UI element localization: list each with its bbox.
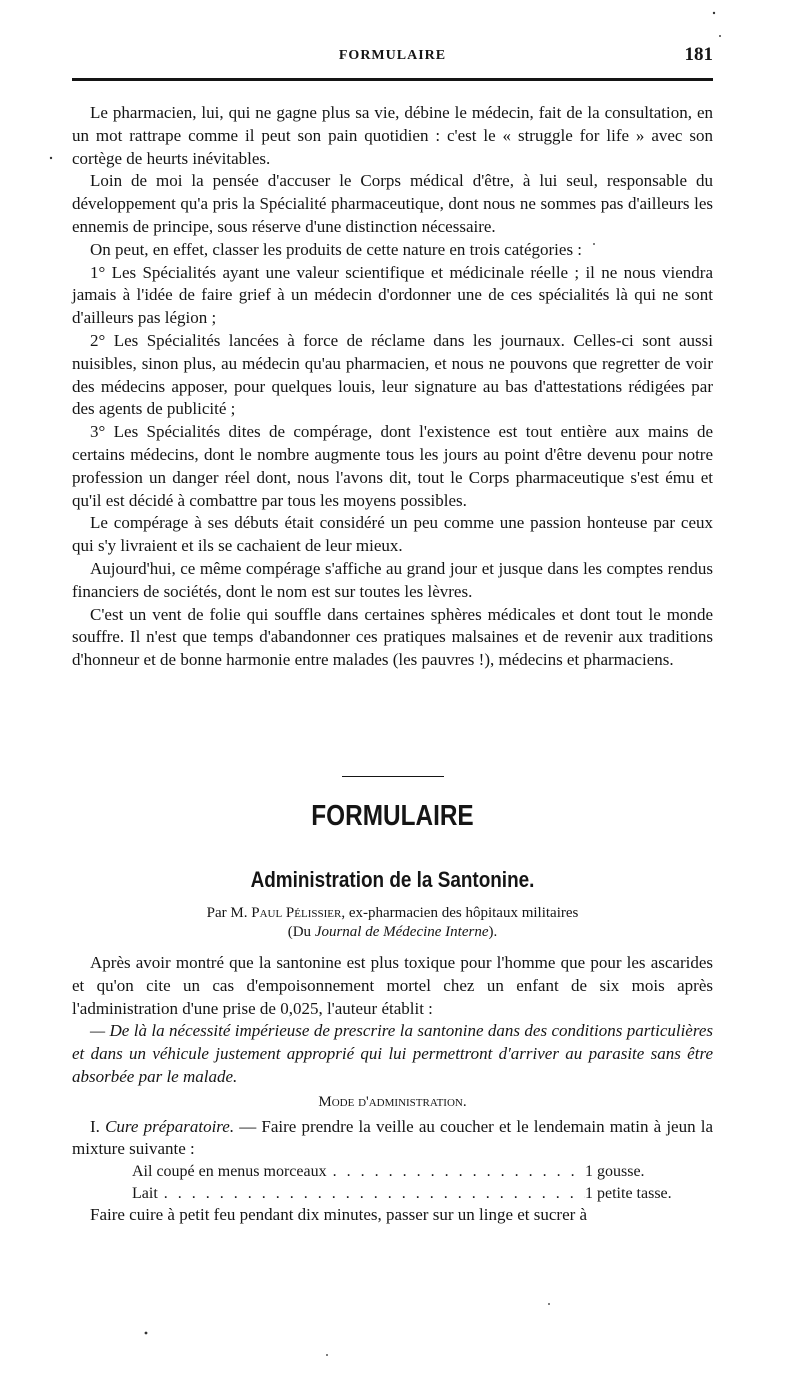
recipe-row bbox=[72, 1161, 713, 1183]
article-intro: Après avoir montré que la santonine est plus toxique pour l'homme que pour les ascarides et qu'on cite un cas d'empoisonnement mortel chez un enfant de six mois après l'administration d'une prise de 0,025, l'auteur établit : bbox=[72, 953, 713, 1018]
paragraph: 1° Les Spécialités ayant une valeur scientifique et médicinale réelle ; il ne nous viendra jamais à l'idée de faire grief à un médecin d'ordonner une de ces spécialités là qui ne sont d'ailleurs pas légion ; bbox=[72, 262, 713, 328]
leader-dots bbox=[327, 1161, 585, 1183]
paragraph: C'est un vent de folie qui souffle dans certaines sphères médicales et dont tout le monde souffre. Il n'est que temps d'abandonner ces pratiques malsaines et de revenir aux traditions d'honneur et de bonne harmonie entre malades (les pauvres !), médecins et pharmaciens. bbox=[72, 604, 713, 670]
recipe-quantity: 1 gousse. bbox=[585, 1163, 645, 1181]
source-journal: Journal de Médecine Interne bbox=[314, 924, 489, 940]
paragraph: Le pharmacien, lui, qui ne gagne plus sa vie, débine le médecin, fait de la consultation, en un mot rattrape comme il peut son pain quotidien : c'est le « struggle for life » avec son cortège de heurts inévitables. bbox=[72, 103, 713, 168]
running-title: FORMULAIRE bbox=[338, 48, 447, 63]
byline-suffix: , ex-pharmacien des hôpitaux militaires bbox=[341, 905, 579, 921]
recipe-quantity: 1 petite tasse. bbox=[585, 1184, 672, 1202]
byline-source-line bbox=[72, 923, 713, 942]
section-title: FORMULAIRE bbox=[311, 800, 474, 832]
previous-article-text bbox=[72, 102, 713, 672]
cure-label: I. bbox=[90, 1116, 106, 1136]
page-header bbox=[72, 44, 713, 70]
article-text bbox=[72, 952, 713, 1227]
source-prefix: (Du bbox=[287, 924, 315, 940]
cure-paragraph bbox=[72, 1116, 713, 1162]
header-rule bbox=[72, 78, 713, 81]
paragraph: Aujourd'hui, ce même compérage s'affiche au grand jour et jusque dans les comptes rendus financiers de sociétés, dont le nom est sur toutes les lèvres. bbox=[72, 558, 713, 601]
paragraph: 3° Les Spécialités dites de compérage, dont l'existence est tout entière aux mains de certains médecins, dont le nombre augmente tous les jours au point d'être devenu pour notre profession un danger réel dont, nous l'avons dit, tout le Corps pharmaceutique s'est ému et qu'il est décidé à combattre par tous les moyens possibles. bbox=[72, 422, 713, 510]
recipe-item: Ail coupé en menus morceaux bbox=[132, 1163, 327, 1181]
recipe-item: Lait bbox=[132, 1184, 158, 1202]
paragraph: 2° Les Spécialités lancées à force de réclame dans les journaux. Celles-ci sont aussi nuisibles, sinon plus, au médecin qu'au pharmacien, et nous ne pouvons que regretter de voir des médecins apposer, pour quelques louis, leur signature au bas d'attestations rédigées par des agents de publicité ; bbox=[72, 330, 713, 419]
byline-author: Paul Pélissier bbox=[251, 905, 342, 921]
byline-prefix: Par M. bbox=[206, 905, 252, 921]
closing-paragraph: Faire cuire à petit feu pendant dix minutes, passer sur un linge et sucrer à bbox=[90, 1205, 588, 1225]
recipe-row bbox=[72, 1183, 713, 1205]
paragraph: Le compérage à ses débuts était considéré un peu comme une passion honteuse par ceux qui s'y livraient et ils se cachaient de leur mieux. bbox=[72, 513, 713, 556]
paragraph: On peut, en effet, classer les produits de cette nature en trois catégories : bbox=[90, 239, 583, 259]
page-number: 181 bbox=[684, 44, 713, 65]
cure-title: Cure préparatoire. bbox=[105, 1116, 235, 1136]
article-title: Administration de la Santonine. bbox=[250, 867, 535, 892]
subheading: Mode d'administration. bbox=[318, 1093, 467, 1110]
paragraph: Loin de moi la pensée d'accuser le Corps médical d'être, à lui seul, responsable du développement qu'a pris la Spécialité pharmaceutique, dont nous ne sommes pas d'ailleurs les ennemis de principe, sous réserve d'une distinction nécessaire. bbox=[72, 171, 713, 236]
section-divider bbox=[342, 776, 444, 777]
byline bbox=[72, 904, 713, 942]
leader-dots bbox=[158, 1183, 585, 1205]
byline-author-line bbox=[72, 904, 713, 923]
cure-text: — Faire prendre la veille au coucher et le lendemain matin à jeun la mixture suivante : bbox=[72, 1116, 713, 1159]
article-quote: — De là la nécessité impérieuse de prescrire la santonine dans des conditions particulières et dans un véhicule justement approprié qui lui permettront d'arriver au parasite sans être absorbée par le malade. bbox=[72, 1021, 713, 1086]
source-suffix: ). bbox=[488, 924, 498, 940]
